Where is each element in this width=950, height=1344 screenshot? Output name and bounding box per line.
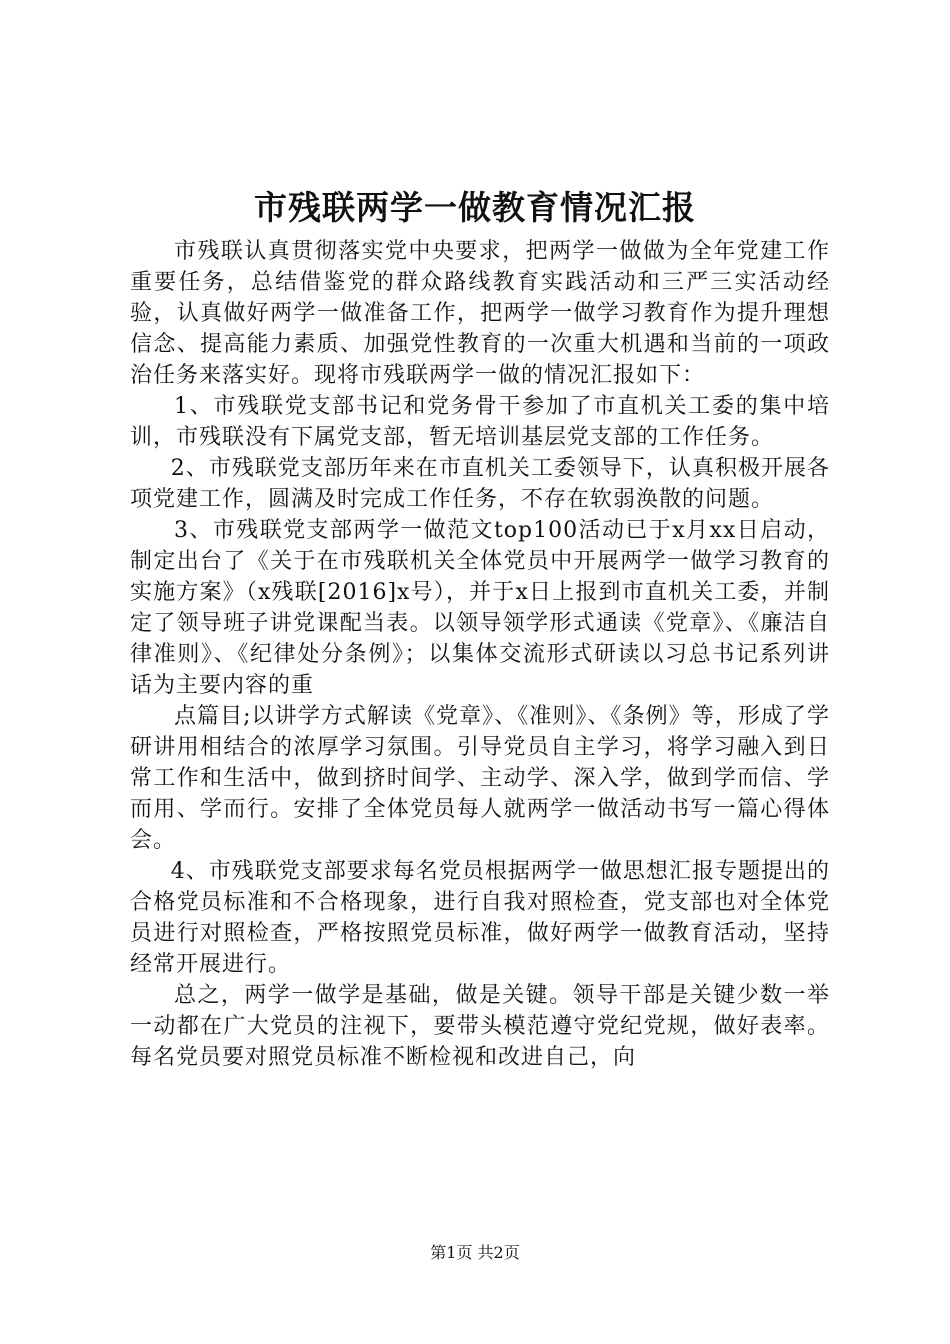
intro-paragraph: 市残联认真贯彻落实党中央要求，把两学一做做为全年党建工作重要任务，总结借鉴党的群众路线教育实践活动和三严三实活动经验，认真做好两学一做准备工作，把两学一做学习教育作为提升理想信念、提高能力素质、加强党性教育的一次重大机遇和当前的一项政治任务来落实好。现将市残联两学一做的情况汇报如下： xyxy=(130,239,830,388)
item-3-continuation-paragraph: 点篇目;以讲学方式解读《党章》、《准则》、《条例》等，形成了学研讲用相结合的浓厚学习氛围。引导党员自主学习，将学习融入到日常工作和生活中，做到挤时间学、主动学、深入学，做到学而信、学而用、学而行。安排了全体党员每人就两学一做活动书写一篇心得体会。 xyxy=(130,704,830,853)
document-body xyxy=(130,236,830,1073)
summary-paragraph: 总之，两学一做学是基础，做是关键。领导干部是关键少数一举一动都在广大党员的注视下，要带头模范遵守党纪党规，做好表率。每名党员要对照党员标准不断检视和改进自己，向 xyxy=(130,983,830,1070)
item-1-paragraph: 1、市残联党支部书记和党务骨干参加了市直机关工委的集中培训，市残联没有下属党支部，暂无培训基层党支部的工作任务。 xyxy=(130,394,830,450)
item-3-paragraph: 3、市残联党支部两学一做范文top100活动已于x月xx日启动，制定出台了《关于在市残联机关全体党员中开展两学一做学习教育的实施方案》（x残联[2016]x号），并于x日上报到市直机关工委，并制定了领导班子讲党课配当表。以领导领学形式通读《党章》、《廉洁自律准则》、《纪律处分条例》；以集体交流形式研读以习总书记系列讲话为主要内容的重 xyxy=(130,518,830,698)
item-2-paragraph: 2、市残联党支部历年来在市直机关工委领导下，认真积极开展各项党建工作，圆满及时完成工作任务，不存在软弱涣散的问题。 xyxy=(130,456,830,512)
item-4-paragraph: 4、市残联党支部要求每名党员根据两学一做思想汇报专题提出的合格党员标准和不合格现象，进行自我对照检查，党支部也对全体党员进行对照检查，严格按照党员标准，做好两学一做教育活动，坚持经常开展进行。 xyxy=(130,859,830,977)
page-number: 第1页 共2页 xyxy=(430,1243,520,1262)
page-title: 市残联两学一做教育情况汇报 xyxy=(254,188,696,227)
